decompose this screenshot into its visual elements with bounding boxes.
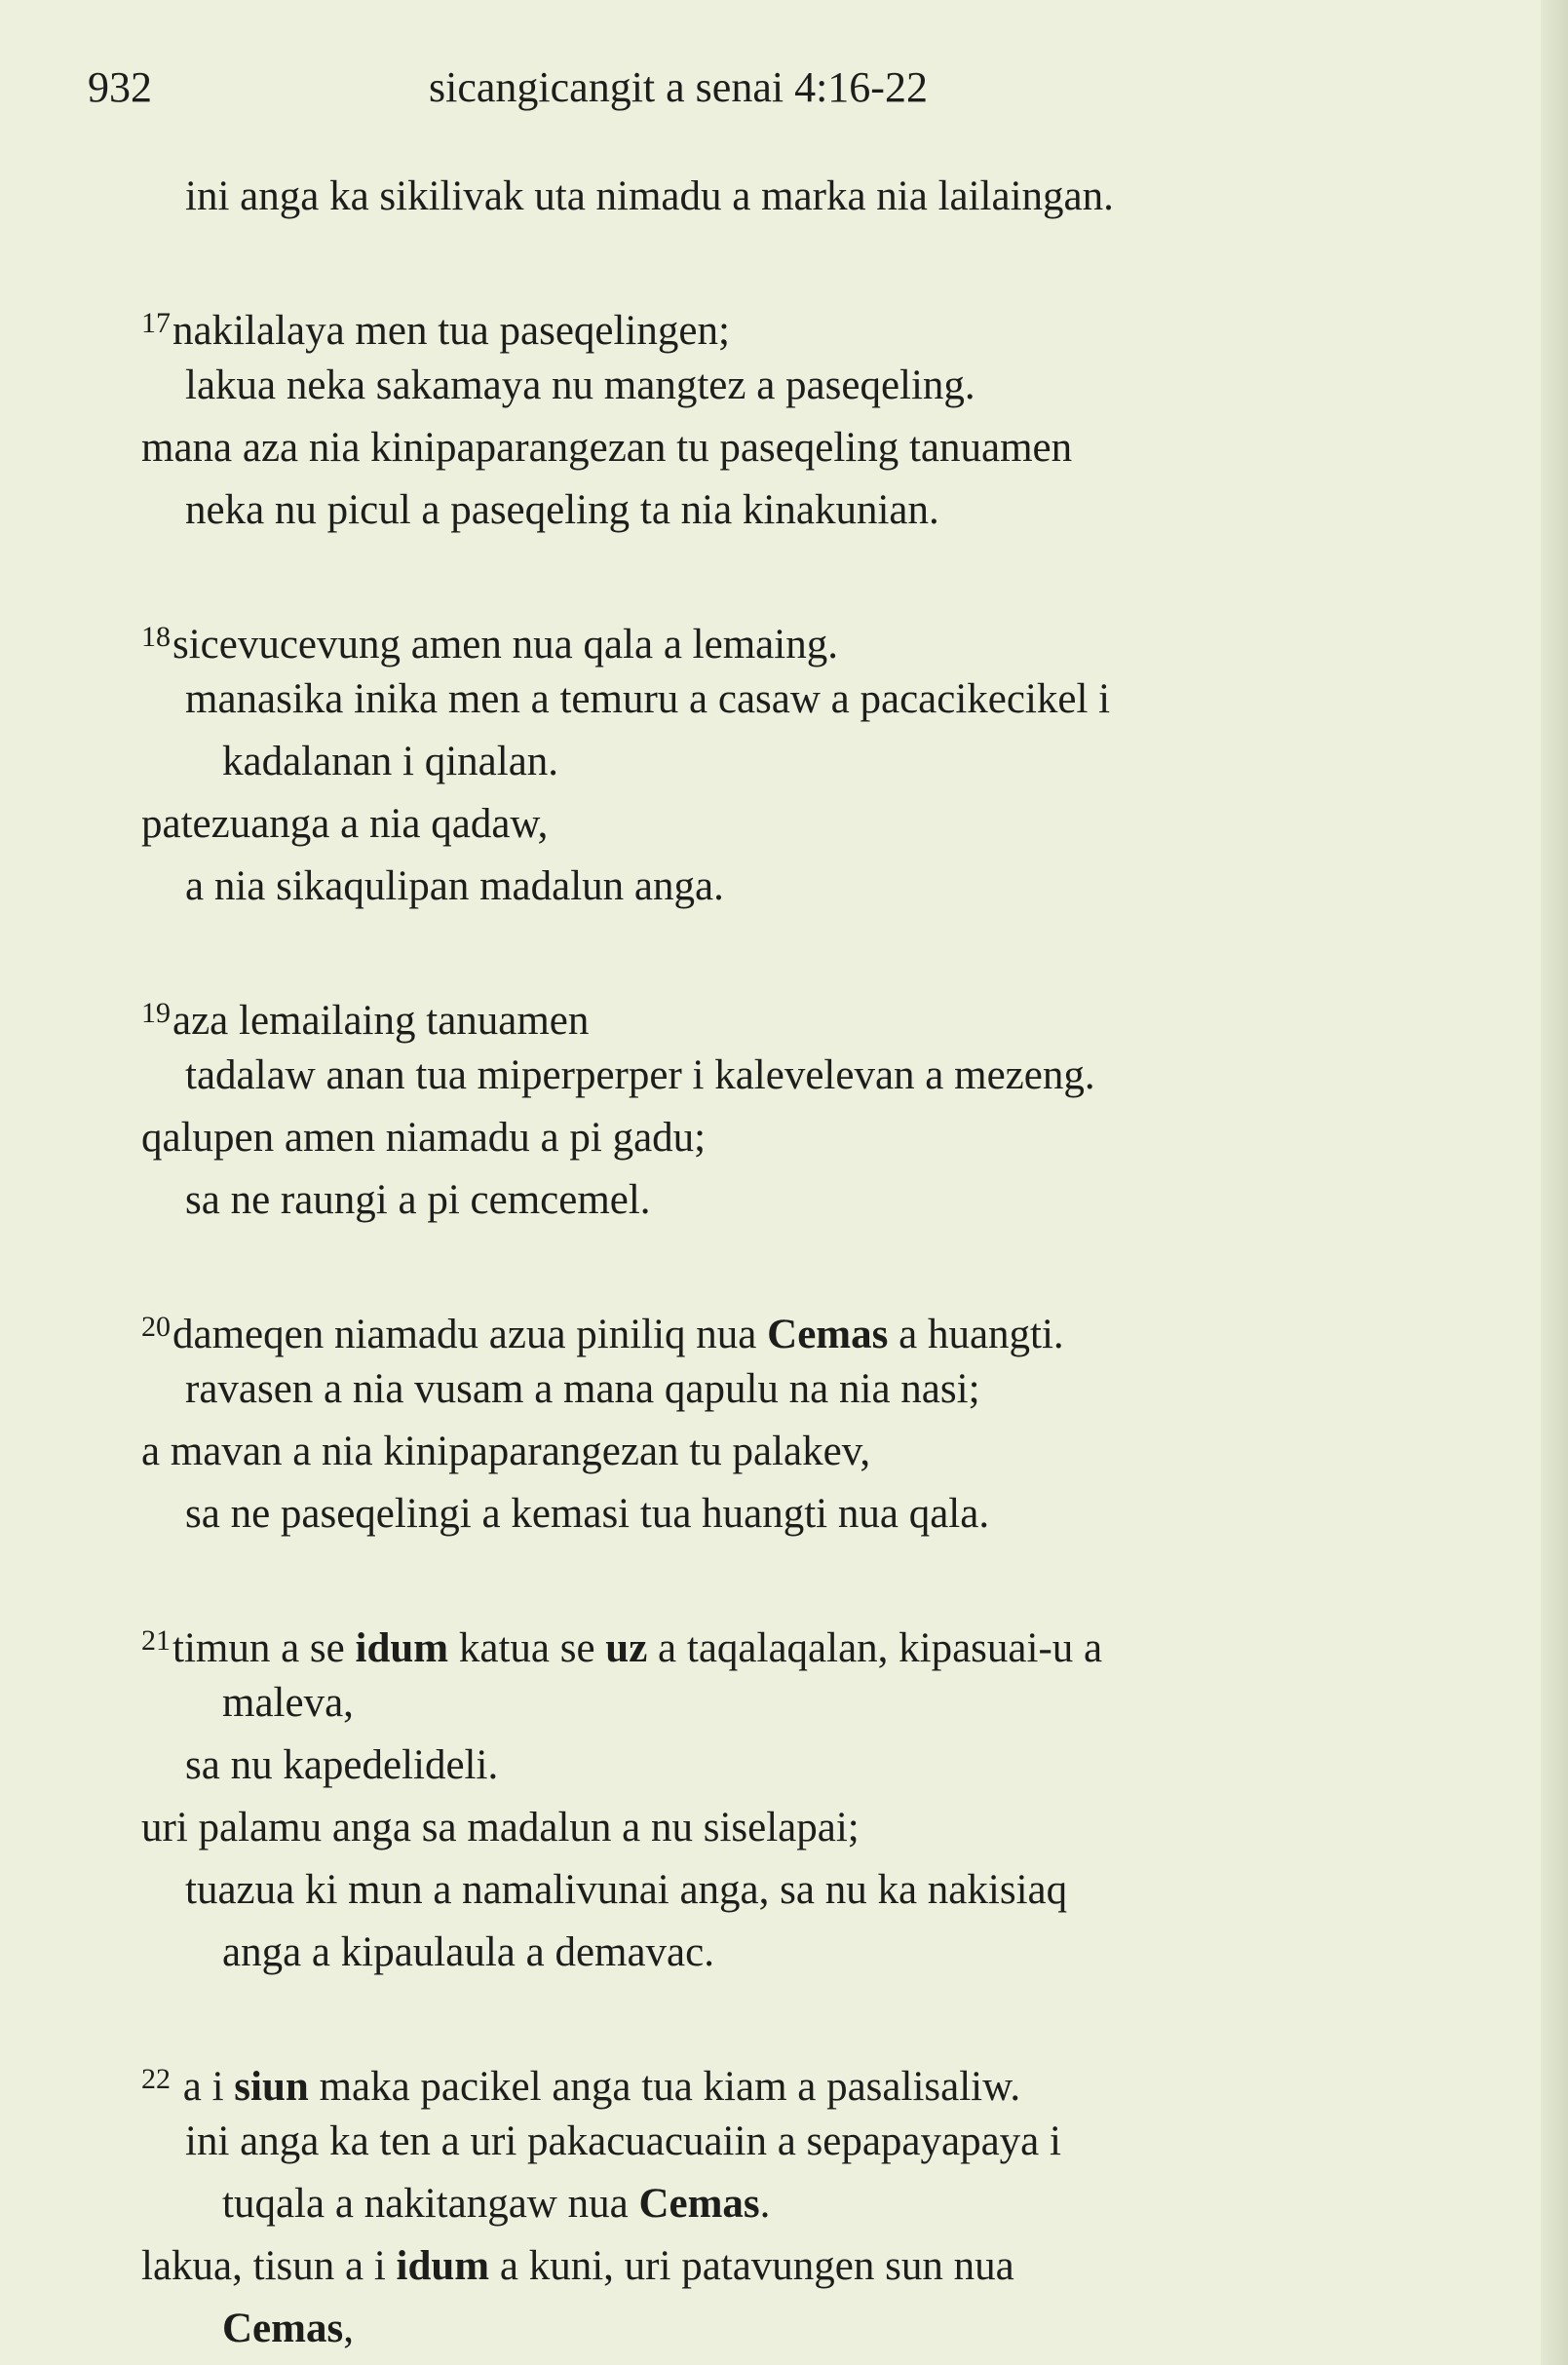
verse-text: maka pacikel anga tua kiam a pasalisaliw. [308,2064,1021,2110]
verse-line: ini anga ka ten a uri pakacuacuaiin a sepapayapaya i [185,2118,1061,2164]
verse-18-line [0,606,1568,668]
verse-number: 17 [141,307,171,339]
bold-term: uz [605,1625,648,1671]
scripture-text [0,166,1568,2360]
running-head: sicangicangit a senai 4:16-22 [429,63,928,111]
verse-line: mana aza nia kinipaparangezan tu paseqeling tanuamen [141,425,1073,471]
verse-22-line [0,2048,1568,2111]
verse-text: katua se [448,1625,606,1671]
verse-text: a huangti. [888,1312,1064,1357]
verse-line: tadalaw anan tua miperperper i kalevelevan a mezeng. [185,1052,1095,1098]
bold-term: idum [396,2243,490,2289]
verse-19-line [0,982,1568,1045]
bold-term: idum [355,1625,449,1671]
verse-number: 20 [141,1311,171,1343]
verse-line: neka nu picul a paseqeling ta nia kinakunian. [185,487,939,533]
verse-text: a kuni, uri patavungen sun nua [489,2243,1014,2289]
verse-line: a nia sikaqulipan madalun anga. [185,863,724,909]
verse-16-continuation: ini anga ka sikilivak uta nimadu a marka nia lailaingan. [185,173,1114,219]
verse-line: maleva, [222,1680,354,1726]
bold-term: siun [234,2064,309,2110]
verse-text: aza lemailaing tanuamen [172,998,590,1044]
verse-line: lakua neka sakamaya nu mangtez a paseqeling. [185,362,975,408]
verse-line: a mavan a nia kinipaparangezan tu palakev, [141,1429,871,1474]
verse-17-line [0,292,1568,355]
verse-line: qalupen amen niamadu a pi gadu; [141,1115,707,1161]
verse-line: uri palamu anga sa madalun a nu siselapai; [141,1805,860,1850]
verse-text: timun a se [172,1625,356,1671]
verse-line: manasika inika men a temuru a casaw a pacacikecikel i [185,676,1111,722]
verse-number: 18 [141,621,171,653]
verse-line: sa ne raungi a pi cemcemel. [185,1177,651,1223]
verse-line: kadalanan i qinalan. [222,739,559,784]
verse-line: sa nu kapedelideli. [185,1742,499,1788]
verse-20-line [0,1296,1568,1358]
verse-number: 21 [141,1624,171,1657]
verse-text: nakilalaya men tua paseqelingen; [172,308,730,354]
verse-21-line [0,1610,1568,1672]
verse-line: tuazua ki mun a namalivunai anga, sa nu ka nakisiaq [185,1867,1068,1913]
verse-line: patezuanga a nia qadaw, [141,801,549,847]
verse-line [0,2235,1568,2298]
verse-text: , [343,2306,354,2351]
divine-name: Cemas [222,2306,344,2351]
verse-line: ravasen a nia vusam a mana qapulu na nia nasi; [185,1366,980,1412]
page-number: 932 [88,63,152,111]
page-header [0,62,1568,121]
verse-line [0,2298,1568,2360]
verse-text: lakua, tisun a i [141,2243,397,2289]
verse-line: sa ne paseqelingi a kemasi tua huangti nua qala. [185,1491,990,1537]
verse-line [0,2173,1568,2235]
verse-text: tuqala a nakitangaw nua [222,2181,639,2227]
verse-text: sicevucevung amen nua qala a lemaing. [172,622,838,668]
verse-text: dameqen niamadu azua piniliq nua [172,1312,768,1357]
verse-number: 22 [141,2063,171,2095]
divine-name: Cemas [638,2181,760,2227]
verse-text: a taqalaqalan, kipasuai-u a [647,1625,1103,1671]
divine-name: Cemas [767,1312,889,1357]
verse-text: a i [172,2064,235,2110]
verse-number: 19 [141,997,171,1029]
verse-text: . [759,2181,771,2227]
verse-line: anga a kipaulaula a demavac. [222,1929,714,1975]
